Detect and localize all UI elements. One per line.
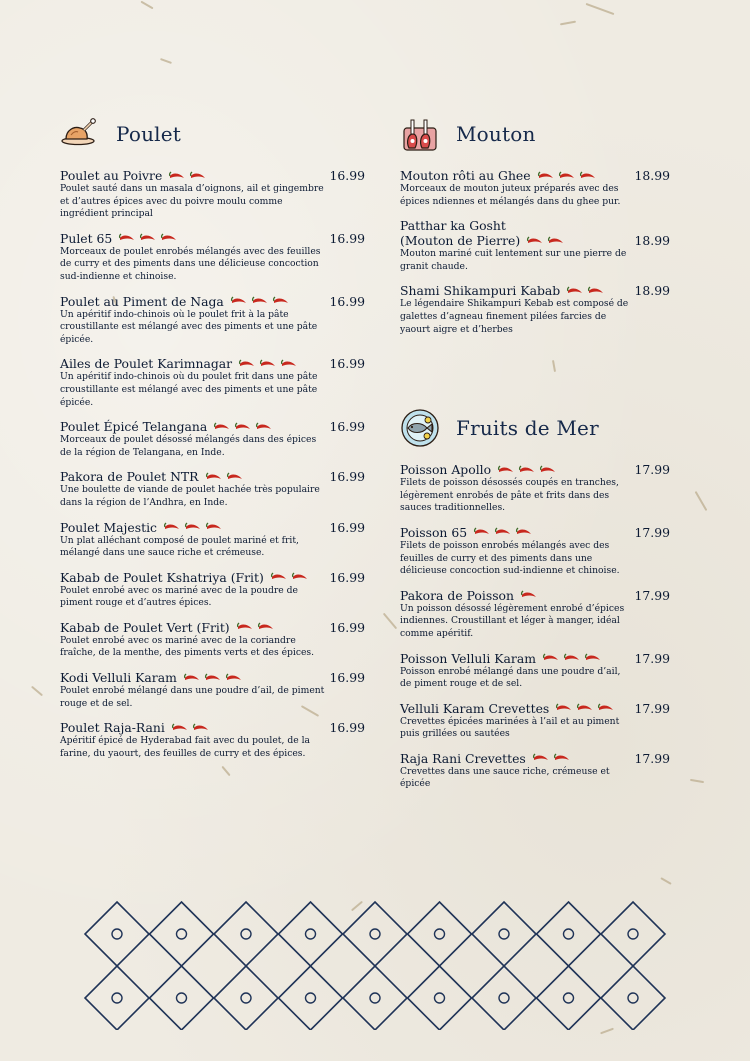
spice-level [204, 471, 246, 483]
spice-level [531, 752, 573, 764]
seafood-list [400, 462, 670, 791]
dish-name: Patthar ka Gosht [400, 218, 506, 234]
dish-description: Un poisson désossé légèrement enrobé d’épices indiennes. Croustillant et léger à manger, idéal comme apéritif. [400, 602, 625, 639]
dish-price: 17.99 [634, 700, 670, 716]
menu-item [60, 356, 365, 409]
chili-pepper-icon [525, 235, 545, 247]
pattern-circle [435, 929, 445, 939]
dish-price: 17.99 [634, 650, 670, 666]
chili-pepper-icon [554, 702, 574, 714]
dish-price: 16.99 [329, 293, 365, 309]
dish-description: Apéritif épicé de Hyderabad fait avec du poulet, de la farine, du yaourt, des feuilles de curry et des épices. [60, 735, 310, 759]
spice-level [212, 421, 275, 433]
dish-description: Poulet enrobé avec os mariné avec de la coriandre fraîche, de la menthe, des piments verts et des épices. [60, 634, 315, 659]
pattern-diamond [214, 902, 278, 966]
pattern-circle [306, 993, 316, 1003]
chili-pepper-icon [538, 464, 558, 476]
chili-pepper-icon [250, 295, 270, 307]
dish-description: Le légendaire Shikampuri Kebab est composé de galettes d’agneau finement pilées farcies de yaourt aigre et d’herbes [400, 298, 629, 335]
dish-name: Kodi Velluli Karam [60, 670, 177, 686]
pattern-circle [112, 929, 122, 939]
chili-pepper-icon [586, 285, 606, 297]
dish-description: Un plat alléchant composé de poulet mariné et frit, mélangé dans une sauce riche et crémeuse. [60, 534, 299, 559]
menu-item [400, 525, 670, 578]
pattern-circle [241, 993, 251, 1003]
chili-pepper-icon [191, 722, 211, 734]
dish-description: Poulet enrobé mélangé dans une poudre d’ail, de piment rouge et de sel. [60, 685, 325, 709]
spice-level [541, 652, 604, 664]
dish-price: 16.99 [329, 569, 365, 585]
chili-pepper-icon [258, 358, 278, 370]
dish-description: Morceaux de poulet désossé mélangés dans des épices de la région de Telangana, en Inde. [60, 434, 317, 458]
chili-pepper-icon [204, 471, 224, 483]
pattern-diamond [85, 902, 149, 966]
pattern-diamond [537, 966, 601, 1030]
dish-price: 17.99 [634, 462, 670, 478]
dish-price: 17.99 [634, 750, 670, 766]
chili-pepper-icon [514, 526, 534, 538]
dish-name: Poisson Apollo [400, 462, 492, 478]
menu-item [60, 168, 365, 221]
chili-pepper-icon [519, 589, 539, 601]
spice-level [162, 521, 225, 533]
menu-item [60, 469, 365, 509]
dish-name: Raja Rani Crevettes [400, 750, 526, 766]
menu-item [60, 294, 365, 347]
menu-item [60, 670, 365, 710]
fish-plate-icon [400, 408, 440, 448]
pattern-diamond [150, 966, 214, 1030]
dish-description: Une boulette de viande de poulet hachée très populaire dans la région de l’Andhra, en Inde. [60, 484, 320, 508]
section-title: Poulet [116, 122, 182, 146]
chili-pepper-icon [578, 170, 598, 182]
chili-pepper-icon [269, 571, 289, 583]
pattern-diamond [279, 966, 343, 1030]
chili-pepper-icon [225, 471, 245, 483]
pattern-circle [499, 929, 509, 939]
pattern-circle [499, 993, 509, 1003]
spice-level [182, 672, 245, 684]
spice-level [525, 235, 567, 247]
pattern-circle [370, 993, 380, 1003]
menu-item [60, 231, 365, 284]
pattern-diamond [85, 966, 149, 1030]
right-column [400, 110, 670, 801]
menu-item [60, 419, 365, 459]
dish-name: Shami Shikampuri Kabab [400, 283, 561, 299]
dish-price: 16.99 [329, 619, 365, 635]
chili-pepper-icon [203, 672, 223, 684]
dish-description: Un apéritif indo-chinois où le poulet frit à la pâte croustillante est mélangé avec des piments et une pâte épicée. [60, 308, 318, 345]
dish-name: Pakora de Poisson [400, 587, 515, 603]
dish-description: Un apéritif indo-chinois où du poulet frit dans une pâte croustillante est mélangé avec des piments et une pâte épicée. [60, 371, 318, 408]
dish-description: Mouton mariné cuit lentement sur une pierre de granit chaude. [400, 248, 627, 272]
dish-price: 16.99 [329, 519, 365, 535]
pattern-diamond [601, 902, 665, 966]
dish-description: Poulet sauté dans un masala d’oignons, ail et gingembre et d’autres épices avec du poivre moulu comme ingrédient principal [60, 183, 324, 220]
mouton-list [400, 168, 670, 336]
spice-level [269, 571, 311, 583]
diamond-pattern [84, 900, 674, 1030]
dish-price: 16.99 [329, 720, 365, 736]
chili-pepper-icon [117, 232, 137, 244]
chili-pepper-icon [279, 358, 299, 370]
chili-pepper-icon [182, 672, 202, 684]
chili-pepper-icon [290, 571, 310, 583]
pattern-diamond [408, 966, 472, 1030]
pattern-circle [628, 993, 638, 1003]
dish-name: Ailes de Poulet Karimnagar [60, 356, 233, 372]
dish-name: Mouton rôti au Ghee [400, 168, 531, 183]
spice-level [237, 358, 300, 370]
dish-description: Crevettes épicées marinées à l’ail et au piment puis grillées ou sautées [400, 715, 620, 740]
dish-name: Velluli Karam Crevettes [400, 700, 550, 716]
chili-pepper-icon [583, 652, 603, 664]
dish-name: Poulet Épicé Telangana [60, 419, 208, 435]
dish-description: Poulet enrobé avec os mariné avec de la poudre de piment rouge et d’autres épices. [60, 584, 298, 609]
menu-item [60, 570, 365, 610]
chili-pepper-icon [552, 752, 572, 764]
pattern-diamond [472, 902, 536, 966]
spice-level [496, 464, 559, 476]
pattern-diamond [150, 902, 214, 966]
section-title: Mouton [456, 122, 536, 146]
spice-level [565, 285, 607, 297]
dish-price: 16.99 [329, 419, 365, 435]
dish-name: Pakora de Poulet NTR [60, 469, 199, 485]
chili-pepper-icon [493, 526, 513, 538]
chili-pepper-icon [183, 521, 203, 533]
pattern-diamond [343, 902, 407, 966]
menu-item [400, 462, 670, 515]
dish-price: 17.99 [634, 587, 670, 603]
dish-price: 16.99 [329, 670, 365, 686]
pattern-circle [628, 929, 638, 939]
pattern-diamond [343, 966, 407, 1030]
spice-level [519, 589, 540, 601]
chili-pepper-icon [224, 672, 244, 684]
dish-name: Kabab de Poulet Vert (Frit) [60, 619, 230, 635]
chili-pepper-icon [162, 521, 182, 533]
pattern-diamond [472, 966, 536, 1030]
spice-level [117, 232, 180, 244]
seafood-section [400, 404, 670, 791]
chili-pepper-icon [531, 752, 551, 764]
dish-description: Morceaux de mouton juteux préparés avec des épices ndiennes et mélangés dans du ghee pur. [400, 183, 621, 207]
chili-pepper-icon [256, 621, 276, 633]
dish-name: Poulet au Poivre [60, 168, 163, 183]
menu-item [60, 720, 365, 760]
chili-pepper-icon [472, 526, 492, 538]
dish-price: 16.99 [329, 356, 365, 372]
chili-pepper-icon [565, 285, 585, 297]
spice-level [536, 170, 599, 182]
dish-description: Filets de poisson enrobés mélangés avec des feuilles de curry et des piments dans une délicieuse concoction sud-indienne et chinoise. [400, 539, 620, 577]
poulet-list [60, 168, 365, 760]
chili-pepper-icon [159, 232, 179, 244]
seafood-header [400, 404, 670, 452]
chili-pepper-icon [204, 521, 224, 533]
chili-pepper-icon [212, 421, 232, 433]
spice-level [167, 170, 209, 182]
chili-pepper-icon [254, 421, 274, 433]
chili-pepper-icon [517, 464, 537, 476]
pattern-circle [370, 929, 380, 939]
spice-level [235, 621, 277, 633]
dish-name-line2: (Mouton de Pierre) [400, 233, 521, 249]
menu-item [60, 520, 365, 560]
menu-item [60, 620, 365, 660]
chili-pepper-icon [138, 232, 158, 244]
pattern-circle [306, 929, 316, 939]
roast-chicken-icon [60, 114, 100, 154]
section-title: Fruits de Mer [456, 416, 599, 441]
pattern-diamond [279, 902, 343, 966]
pattern-diamond [601, 966, 665, 1030]
chili-pepper-icon [229, 295, 249, 307]
chili-pepper-icon [536, 170, 556, 182]
pattern-circle [564, 993, 574, 1003]
menu-item [400, 588, 670, 641]
dish-price: 18.99 [634, 283, 670, 299]
menu-item [400, 218, 670, 273]
menu-item [400, 651, 670, 691]
dish-price: 17.99 [634, 524, 670, 540]
dish-name-block [400, 218, 567, 248]
dish-name: Pulet 65 [60, 230, 113, 246]
pattern-circle [435, 993, 445, 1003]
dish-name: Poulet Majestic [60, 519, 157, 535]
dish-name: Poulet Raja-Rani [60, 720, 165, 736]
dish-price: 16.99 [329, 469, 365, 485]
dish-description: Morceaux de poulet enrobés mélangés avec des feuilles de curry et des piments dans une délicieuse concoction sud-indienne et chinoise. [60, 245, 321, 282]
pattern-diamond [408, 902, 472, 966]
chili-pepper-icon [167, 170, 187, 182]
chili-pepper-icon [496, 464, 516, 476]
pattern-circle [112, 993, 122, 1003]
dish-name: Poulet au Piment de Naga [60, 293, 224, 309]
chili-pepper-icon [557, 170, 577, 182]
mouton-section [400, 110, 670, 336]
dish-description: Crevettes dans une sauce riche, crémeuse et épicée [400, 765, 610, 790]
chili-pepper-icon [562, 652, 582, 664]
dish-description: Poisson enrobé mélangé dans une poudre d’ail, de piment rouge et de sel. [400, 665, 621, 690]
pattern-circle [177, 993, 187, 1003]
mouton-header [400, 110, 670, 158]
menu-item [400, 168, 670, 208]
lamb-chops-icon [400, 114, 440, 154]
dish-price: 18.99 [634, 168, 670, 183]
dish-description: Filets de poisson désossés coupés en tranches, légèrement enrobés de pâte et frits dans des sauces traditionnelles. [400, 477, 619, 514]
dish-price: 16.99 [329, 230, 365, 246]
chili-pepper-icon [596, 702, 616, 714]
pattern-circle [177, 929, 187, 939]
chili-pepper-icon [233, 421, 253, 433]
chili-pepper-icon [541, 652, 561, 664]
spice-level [554, 702, 617, 714]
pattern-diamond [214, 966, 278, 1030]
dish-price: 16.99 [329, 168, 365, 183]
pattern-circle [241, 929, 251, 939]
chili-pepper-icon [575, 702, 595, 714]
dish-name: Kabab de Poulet Kshatriya (Frit) [60, 569, 264, 585]
menu-item [400, 751, 670, 791]
menu-item [400, 701, 670, 741]
spice-level [170, 722, 212, 734]
dish-name: Poisson Velluli Karam [400, 650, 536, 666]
pattern-diamond [537, 902, 601, 966]
chili-pepper-icon [188, 170, 208, 182]
dish-price: 18.99 [634, 233, 670, 249]
menu-item [400, 283, 670, 336]
poulet-header [60, 110, 365, 158]
pattern-circle [564, 929, 574, 939]
spice-level [229, 295, 292, 307]
chili-pepper-icon [170, 722, 190, 734]
chili-pepper-icon [546, 235, 566, 247]
poulet-section [60, 110, 365, 770]
chili-pepper-icon [235, 621, 255, 633]
dish-name: Poisson 65 [400, 524, 468, 540]
spice-level [472, 526, 535, 538]
chili-pepper-icon [237, 358, 257, 370]
chili-pepper-icon [271, 295, 291, 307]
